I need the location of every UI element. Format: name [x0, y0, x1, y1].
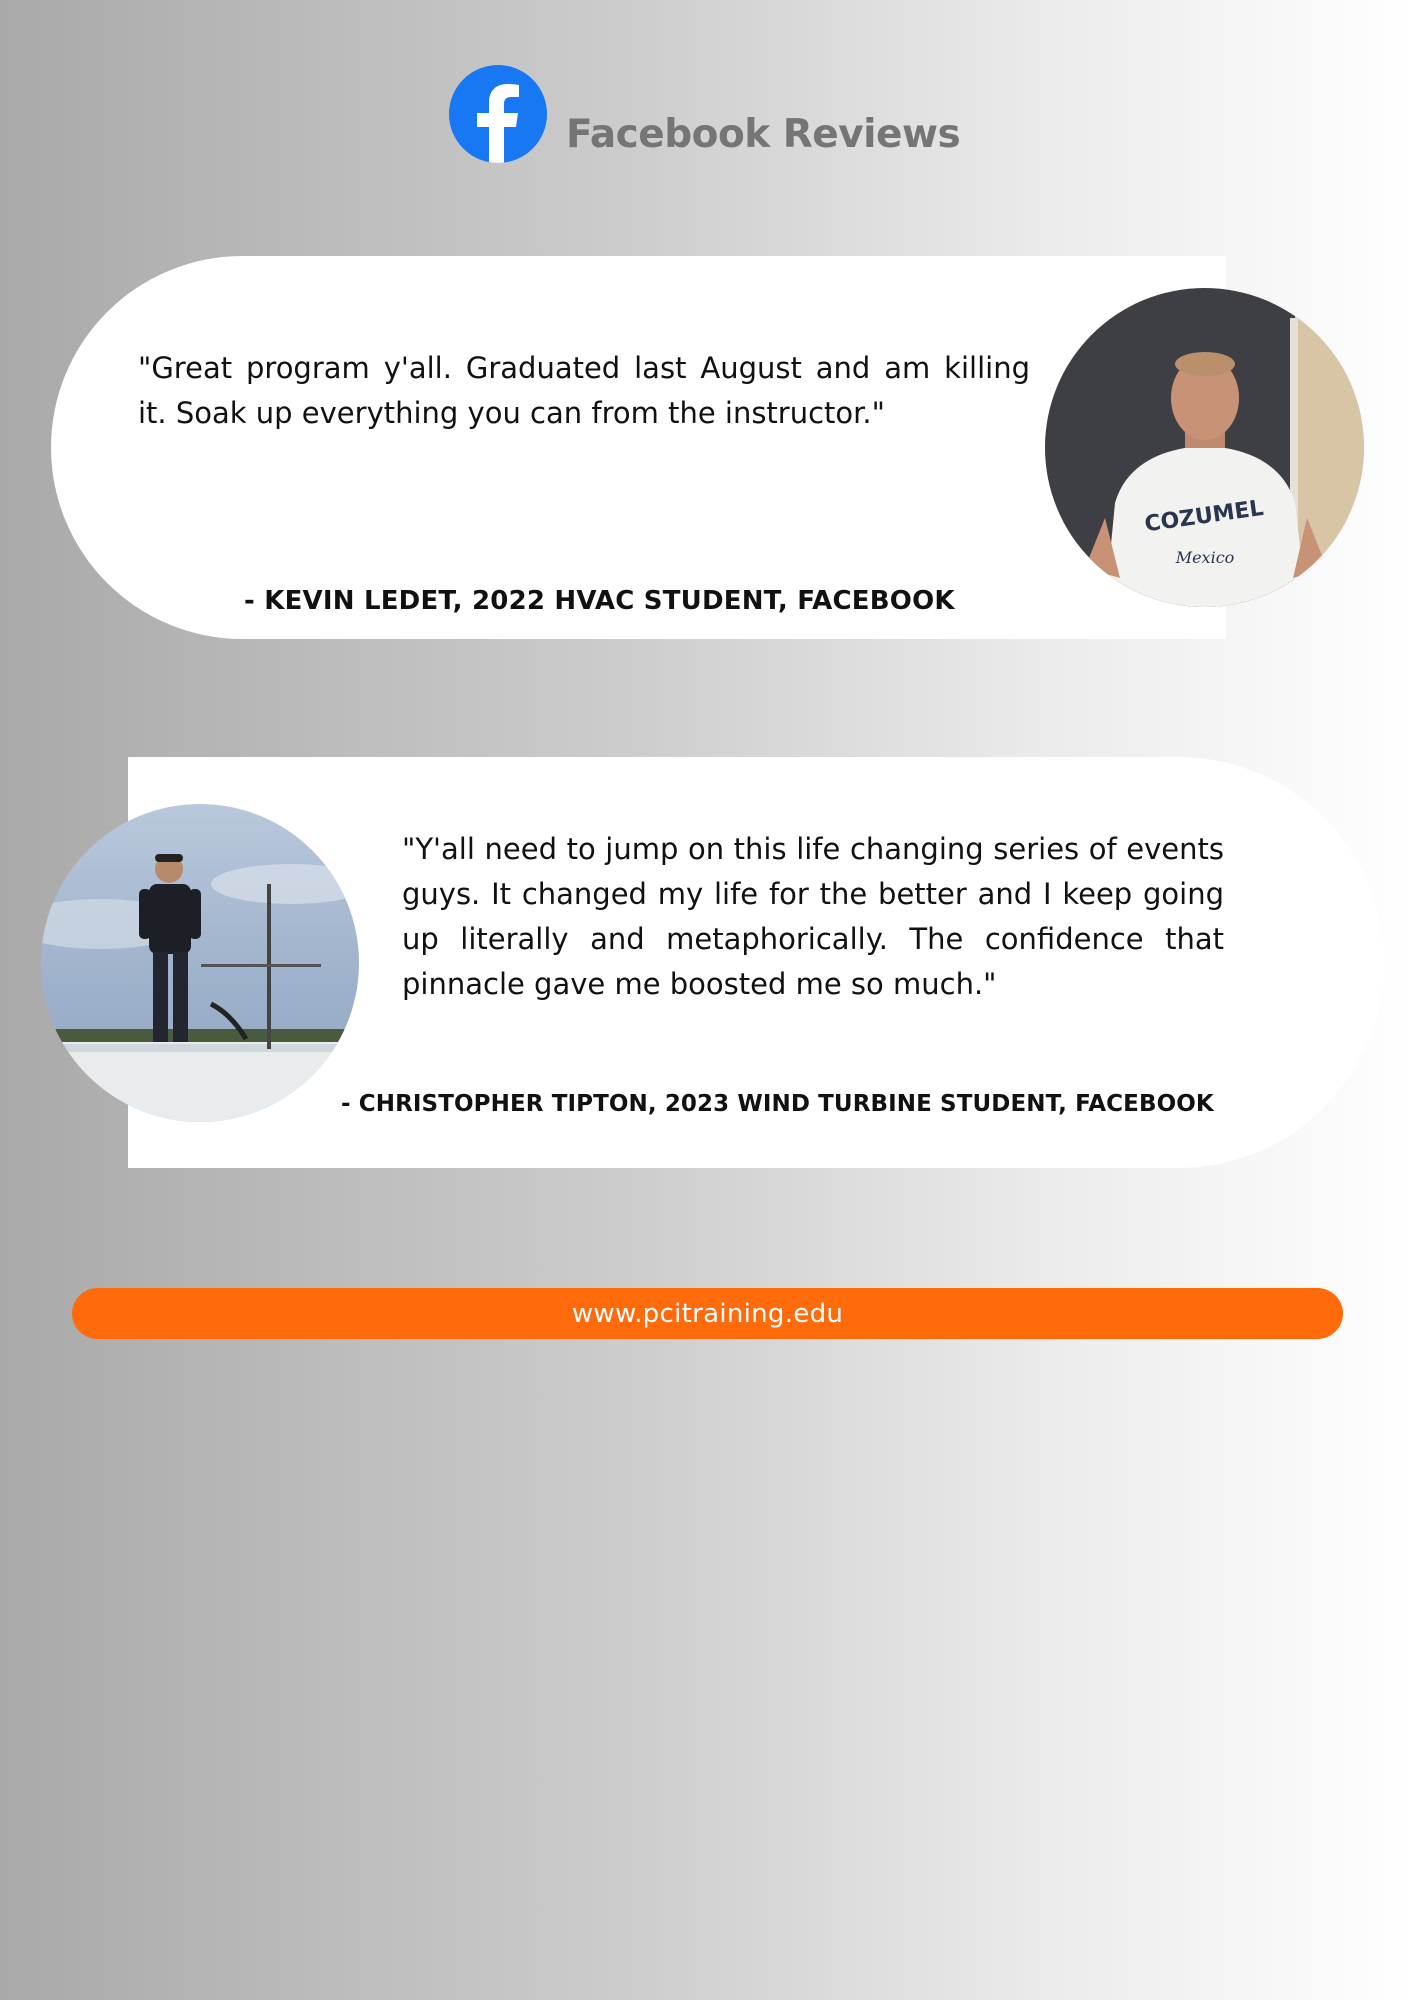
page-title: Facebook Reviews [566, 112, 961, 157]
review-quote: "Great program y'all. Graduated last August and am killing it. Soak up everything you can from the instructor." [138, 351, 1030, 430]
reviewer-photo [41, 804, 359, 1122]
review-quote: "Y'all need to jump on this life changing series of events guys. It changed my life for the better and I keep going up literally and metaphorically. The confidence that pinnacle gave me boosted me so much." [402, 832, 1224, 1001]
review-author: - KEVIN LEDET, 2022 HVAC STUDENT, FACEBOOK [244, 586, 955, 616]
review-author: - CHRISTOPHER TIPTON, 2023 WIND TURBINE STUDENT, FACEBOOK [341, 1091, 1214, 1117]
svg-text:Mexico: Mexico [1175, 548, 1235, 567]
website-link[interactable] [72, 1288, 1343, 1339]
reviewer-photo [1045, 288, 1364, 607]
website-url[interactable]: www.pcitraining.edu [571, 1298, 844, 1329]
svg-text:COZUMEL: COZUMEL [1143, 495, 1266, 538]
facebook-icon [449, 65, 547, 163]
